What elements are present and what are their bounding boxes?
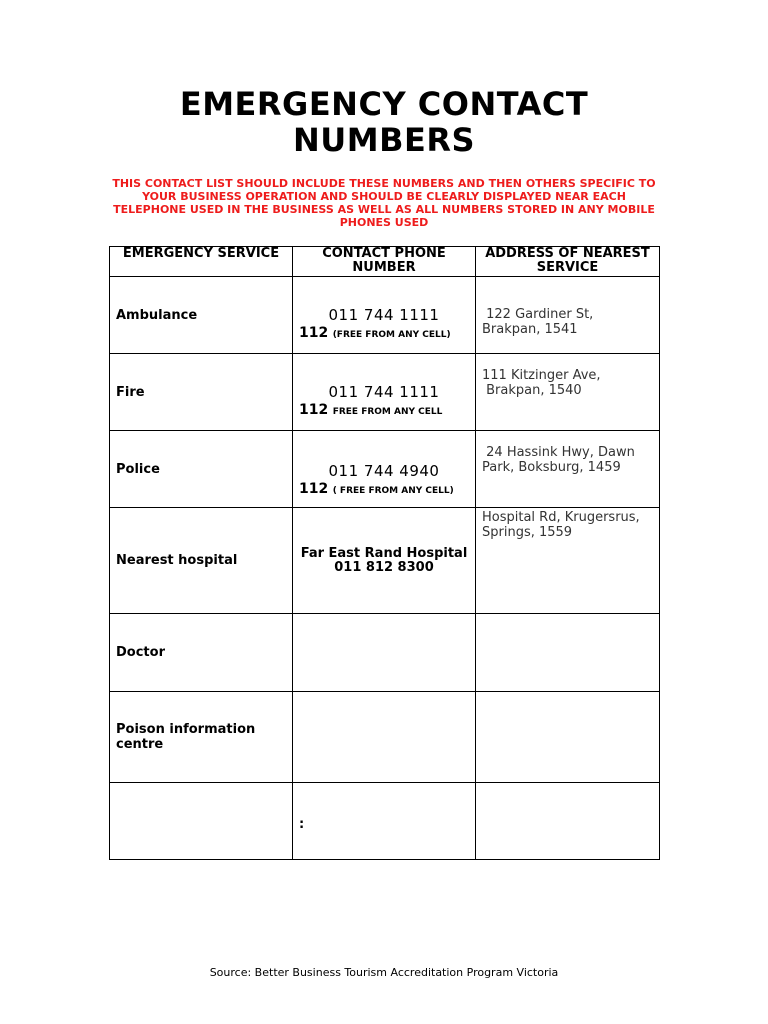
- title-line-1: EMERGENCY CONTACT: [179, 85, 589, 123]
- phone-cell: [293, 354, 476, 431]
- address-cell: 122 Gardiner St, Brakpan, 1541: [476, 277, 660, 354]
- table-row-nearest-hospital: [110, 508, 660, 614]
- alt-code: 112: [299, 481, 329, 497]
- alt-number: [299, 480, 469, 500]
- header-address: ADDRESS OF NEAREST SERVICE: [476, 247, 660, 277]
- address-cell: [476, 783, 660, 860]
- table-row-fire: [110, 354, 660, 431]
- title-line-2: NUMBERS: [292, 121, 476, 159]
- address-cell: Hospital Rd, Krugersrus, Springs, 1559: [476, 508, 660, 614]
- address-cell: 24 Hassink Hwy, Dawn Park, Boksburg, 1459: [476, 431, 660, 508]
- address-cell: [476, 614, 660, 692]
- address-cell: 111 Kitzinger Ave, Brakpan, 1540: [476, 354, 660, 431]
- hospital-name: Far East Rand Hospital: [300, 545, 468, 561]
- page-title: [0, 86, 768, 158]
- phone-number: 011 744 4940: [328, 462, 440, 480]
- source-footer: Source: Better Business Tourism Accreditation Program Victoria: [209, 966, 559, 979]
- phone-cell: [293, 431, 476, 508]
- alt-number: [299, 324, 469, 344]
- phone-cell: [293, 692, 476, 783]
- service-name: Ambulance: [110, 277, 293, 354]
- phone-cell: [293, 277, 476, 354]
- emergency-contacts-table: [109, 246, 660, 860]
- phone-number: 011 744 1111: [328, 306, 440, 324]
- table-header-row: [110, 247, 660, 277]
- alt-code: 112: [299, 402, 329, 418]
- instruction-notice: THIS CONTACT LIST SHOULD INCLUDE THESE NUMBERS AND THEN OTHERS SPECIFIC TO YOUR BUSINESS OPERATION AND SHOULD BE CLEARLY DISPLAYED NEAR EACH TELEPHONE USED IN THE BUSINESS AS WELL AS ALL NUMBERS STORED IN ANY MOBILE PHONES USED: [112, 177, 656, 229]
- alt-number: [299, 401, 469, 421]
- alt-note: ( FREE FROM ANY CELL): [332, 486, 454, 496]
- table-row-blank: [110, 783, 660, 860]
- table-row-poison-centre: [110, 692, 660, 783]
- alt-note: (FREE FROM ANY CELL): [332, 330, 451, 340]
- service-name: [110, 783, 293, 860]
- address-cell: [476, 692, 660, 783]
- hospital-number: 011 812 8300: [334, 559, 434, 575]
- header-phone: CONTACT PHONE NUMBER: [293, 247, 476, 277]
- table-row-doctor: [110, 614, 660, 692]
- service-name: Police: [110, 431, 293, 508]
- alt-note: FREE FROM ANY CELL: [332, 407, 443, 417]
- phone-number: 011 744 1111: [328, 383, 440, 401]
- service-name: Doctor: [110, 614, 293, 692]
- table-row-ambulance: [110, 277, 660, 354]
- phone-cell: [293, 614, 476, 692]
- alt-code: 112: [299, 325, 329, 341]
- service-name: Nearest hospital: [110, 508, 293, 614]
- table-row-police: [110, 431, 660, 508]
- service-name: Fire: [110, 354, 293, 431]
- phone-cell: :: [293, 783, 476, 860]
- service-name: Poison information centre: [110, 692, 293, 783]
- phone-cell: [293, 508, 476, 614]
- header-service: EMERGENCY SERVICE: [110, 247, 293, 277]
